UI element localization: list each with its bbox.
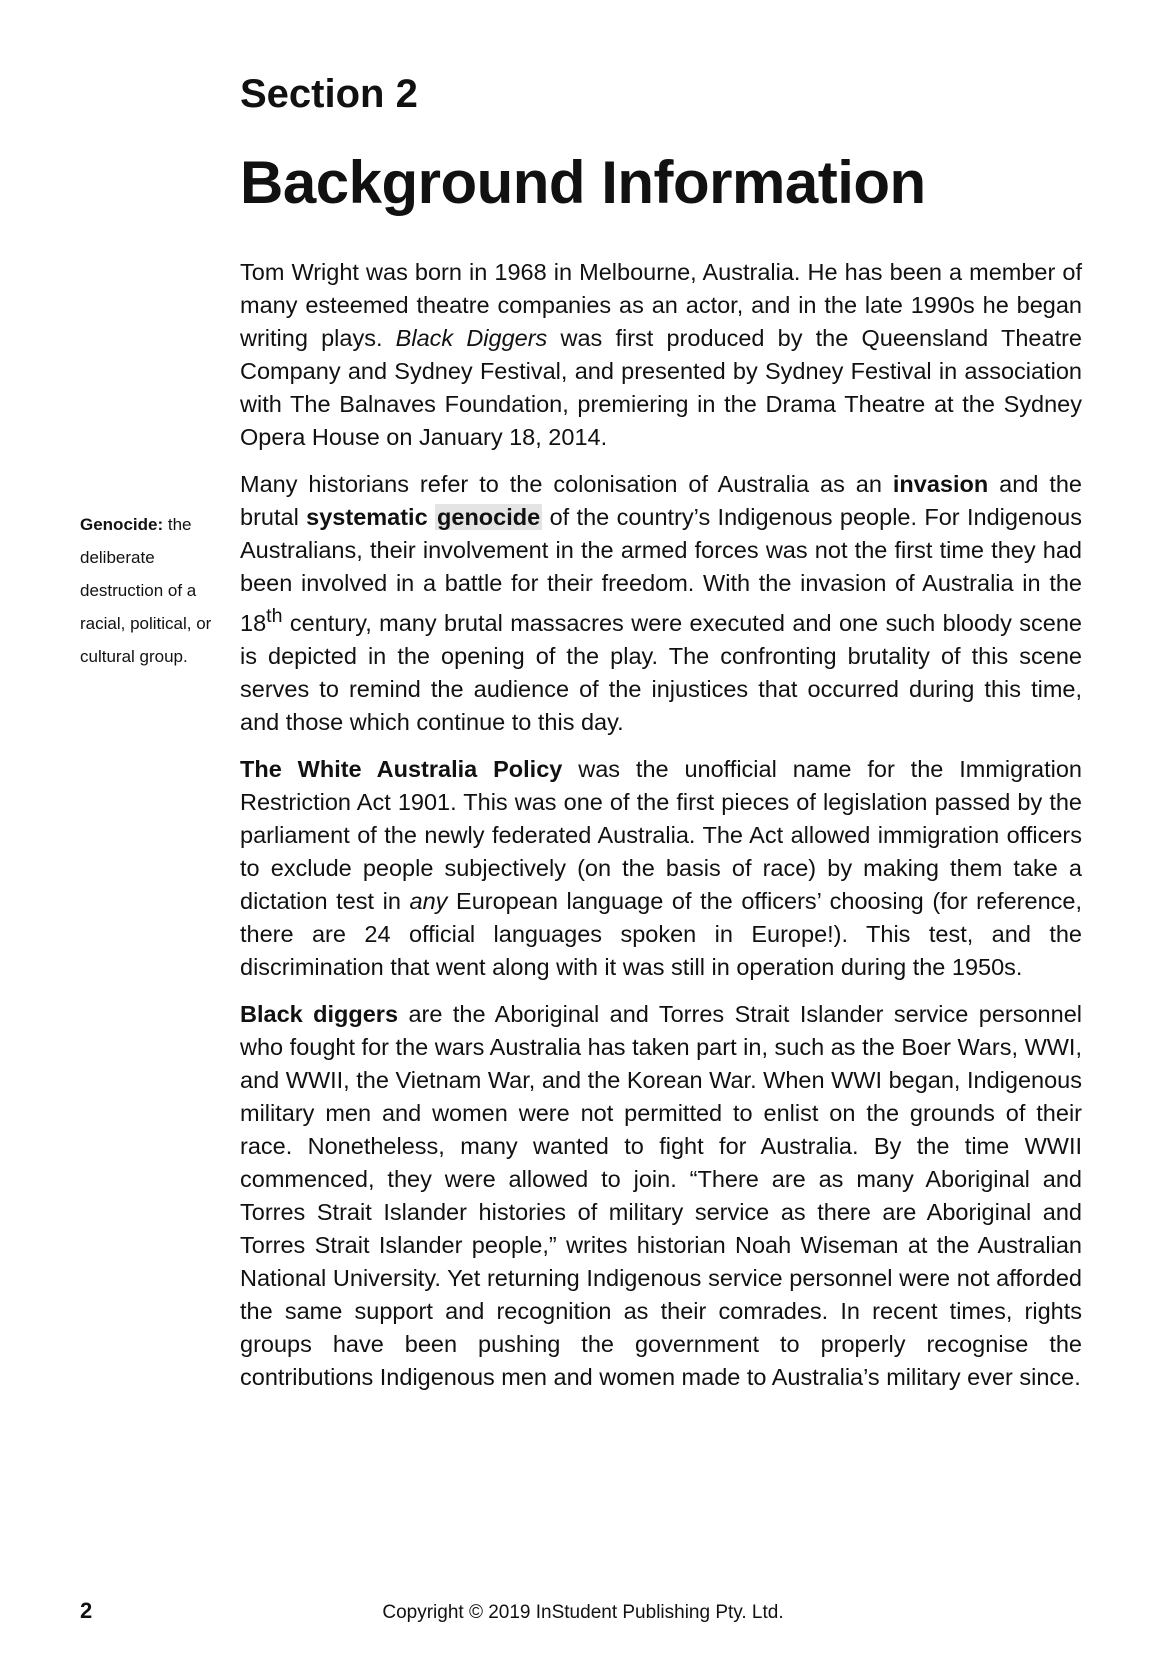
- paragraph-author-bio: [240, 256, 1082, 454]
- emphasis-any: any: [409, 887, 448, 914]
- copyright-notice: Copyright © 2019 InStudent Publishing Pty. Ltd.: [382, 1602, 784, 1623]
- superscript: th: [266, 605, 283, 627]
- term-white-australia-policy: The White Australia Policy: [240, 755, 563, 782]
- text-run: century, many brutal massacres were executed and one such bloody scene is depicted in the opening of the play. The confronting brutality of this scene serves to remind the audience of the injustices that occurred during this time, and those which continue to this day.: [240, 609, 1082, 735]
- term-systematic: systematic: [306, 504, 428, 530]
- term-genocide-highlighted: genocide: [437, 504, 541, 530]
- paragraph-black-diggers: [240, 998, 1082, 1394]
- play-title-italic: Black Diggers: [395, 325, 548, 351]
- glossary-term: Genocide:: [80, 515, 164, 534]
- glossary-sidenote: [80, 508, 220, 673]
- text-run: was first produced by the Queensland Theatre Company and Sydney Festival, and presented by Sydney Festival in association with The Balnaves Foundation, premiering in the Drama Theatre at the Sydney Opera House on January 18, 2014.: [240, 325, 1082, 450]
- term-invasion: invasion: [892, 471, 989, 497]
- text-run: are the Aboriginal and Torres Strait Islander service personnel who fought for the wars Australia has taken part in, such as the Boer Wars, WWI, and WWII, the Vietnam War, and the Korean War. When WWI began, Indigenous military men and women were not permitted to enlist on the grounds of their race. Nonetheless, many wanted to fight for Australia. By the time WWII commenced, they were allowed to join. “There are as many Aboriginal and Torres Strait Islander histories of military service as there are Aboriginal and Torres Strait Islander people,” writes historian Noah Wiseman at the Australian National University. Yet returning Indigenous service personnel were not afforded the same support and recognition as their comrades. In recent times, rights groups have been pushing the government to properly recognise the contributions Indigenous men and women made to Australia’s military ever since.: [240, 1000, 1082, 1390]
- page-title: Background Information: [240, 149, 926, 216]
- text-run: Many historians refer to the colonisation of Australia as an: [240, 471, 893, 497]
- term-black-diggers: Black diggers: [240, 1000, 399, 1027]
- glossary-definition: the deliberate destruction of a racial, political, or cultural group.: [80, 515, 212, 666]
- section-label: Section 2: [240, 72, 418, 116]
- page-number: 2: [80, 1598, 93, 1623]
- text-run: Tom Wright was born in 1968 in Melbourne, Australia. He has been a member of many esteemed theatre companies as an actor, and in the late 1990s he began writing plays.: [240, 259, 1082, 351]
- text-run: was the unofficial name for the Immigration Restriction Act 1901. This was one of the first pieces of legislation passed by the parliament of the newly federated Australia. The Act allowed immigration officers to exclude people subjectively (on the basis of race) by making them take a dictation test in: [240, 755, 1083, 914]
- paragraph-colonisation: [240, 468, 1082, 739]
- text-run: European language of the officers’ choosing (for reference, there are 24 official languages spoken in Europe!). This test, and the discrimination that went along with it was still in operation during the 1950s.: [240, 887, 1082, 980]
- text-run: of the country’s Indigenous people. For Indigenous Australians, their involvement in the armed forces was not the first time they had been involved in a battle for their freedom. With the invasion of Australia in the 18: [240, 504, 1082, 636]
- body-text: [240, 256, 1082, 1408]
- text-run: and the brutal: [240, 471, 1083, 530]
- paragraph-white-australia: [240, 753, 1082, 984]
